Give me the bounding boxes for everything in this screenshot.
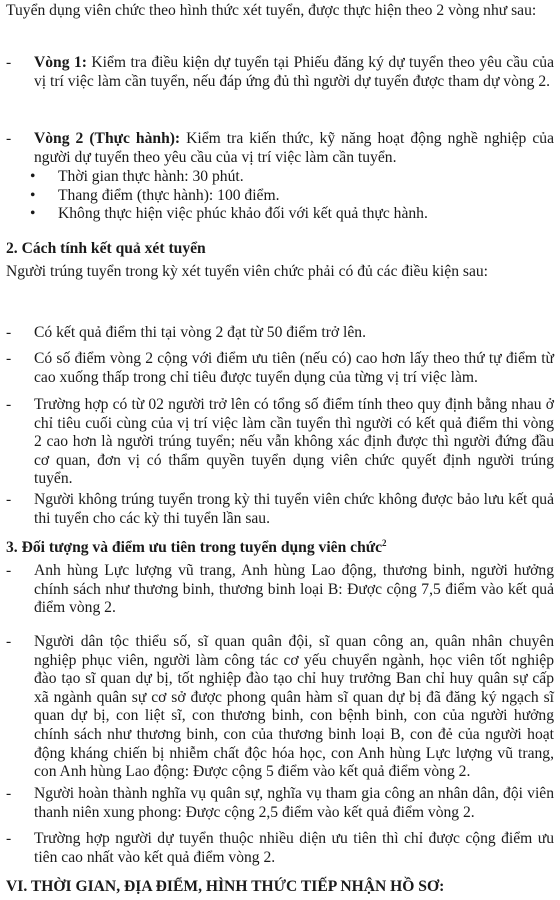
round-1-text — [34, 54, 554, 91]
section-3-heading: 3. Đối tượng và điểm ưu tiên trong tuyển dụng viên chức$^2$ — [6, 537, 387, 556]
list-item: - Người hoàn thành nghĩa vụ quân sự, nghĩa vụ tham gia công an nhân dân, đội viên thanh niên xung phong: Được cộng 2,5 điểm vào kết quả điểm vòng 2. — [6, 785, 554, 821]
dash-marker: - — [6, 350, 12, 367]
bullet-icon: • — [30, 168, 36, 185]
list-item: - Người dân tộc thiểu số, sĩ quan quân đội, sĩ quan công an, quân nhân chuyên nghiệp phục viên, người làm công tác cơ yếu chuyển ngành, học viên tốt nghiệp đào tạo sĩ quan dự bị, tốt nghiệp đào tạo chỉ huy trưởng Ban chỉ huy quân sự cấp xã ngành quân sự cơ sở được phong quân hàm sĩ quan dự bị đã đăng ký ngạch sĩ quan dự bị, con liệt sĩ, con thương binh, con bệnh binh, con của người hưởng chính sách như thương binh, con của thương binh loại B, con đẻ của người hoạt động kháng chiến bị nhiễm chất độc hóa học, con Anh hùng Lực lượng vũ trang, con Anh hùng Lao động: Được cộng 5 điểm vào kết quả điểm vòng 2. — [6, 633, 554, 781]
list-item: - Trường hợp có từ 02 người trở lên có tổng số điểm tính theo quy định bằng nhau ở chỉ tiêu cuối cùng của vị trí việc làm cần tuyển thì người có kết quả điểm thi vòng 2 cao hơn là người trúng tuyển; nếu vẫn không xác định được thì người đứng đầu cơ quan, đơn vị có thẩm quyền tuyển dụng viên chức quyết định người trúng tuyển. — [6, 396, 554, 488]
footnote-marker: 2 — [382, 537, 387, 548]
dash-marker: - — [6, 324, 12, 341]
list-item: - Có số điểm vòng 2 cộng với điểm ưu tiên (nếu có) cao hơn lấy theo thứ tự điểm từ cao xuống thấp trong chỉ tiêu được tuyển dụng của từng vị trí việc làm. — [6, 350, 554, 386]
dash-marker: - — [6, 396, 12, 413]
intro-paragraph: Tuyển dụng viên chức theo hình thức xét tuyển, được thực hiện theo 2 vòng như sau: — [6, 2, 537, 19]
list-item: - Trường hợp người dự tuyển thuộc nhiều diện ưu tiên thì chỉ được cộng điểm ưu tiên cao nhất vào kết quả điểm vòng 2. — [6, 830, 554, 866]
dash-marker: - — [6, 633, 12, 650]
round-2-bullets — [30, 168, 550, 224]
round-2-body: Kiểm tra kiến thức, kỹ năng hoạt động nghề nghiệp của người dự tuyển theo yêu cầu của vị trí việc làm cần tuyển. — [34, 130, 554, 166]
dash-marker: - — [6, 830, 12, 847]
bullet-item: • Không thực hiện việc phúc khảo đối với kết quả thực hành. — [30, 205, 428, 223]
dash-marker: - — [6, 491, 12, 508]
round-1-item — [6, 54, 554, 91]
list-item: - Anh hùng Lực lượng vũ trang, Anh hùng Lao động, thương binh, người hưởng chính sách như thương binh, thương binh loại B: Được cộng 7,5 điểm vào kết quả điểm vòng 2. — [6, 562, 554, 617]
round-2-text — [34, 130, 554, 167]
list-item: - Người không trúng tuyển trong kỳ thi tuyển viên chức không được bảo lưu kết quả thi tuyển cho các kỳ thi tuyển lần sau. — [6, 491, 554, 527]
section-2-intro: Người trúng tuyển trong kỳ xét tuyển viên chức phải có đủ các điều kiện sau: — [6, 263, 489, 280]
list-item: - Có kết quả điểm thi tại vòng 2 đạt từ 50 điểm trở lên. — [6, 324, 366, 341]
bullet-icon: • — [30, 205, 36, 223]
section-6-heading: VI. THỜI GIAN, ĐỊA ĐIỂM, HÌNH THỨC TIẾP NHẬN HỒ SƠ: — [6, 878, 445, 895]
dash-marker: - — [6, 562, 12, 579]
round-1-label: Vòng 1: — [34, 54, 87, 71]
round-2-label: Vòng 2 (Thực hành): — [34, 130, 181, 147]
section-2-heading: 2. Cách tính kết quả xét tuyển — [6, 240, 206, 257]
bullet-item: • Thời gian thực hành: 30 phút. — [30, 168, 244, 185]
dash-marker: - — [6, 785, 12, 802]
bullet-icon: • — [30, 186, 36, 204]
round-2-item — [6, 130, 554, 167]
dash-marker: - — [6, 54, 12, 71]
round-1-body: Kiểm tra điều kiện dự tuyển tại Phiếu đăng ký dự tuyển theo yêu cầu của vị trí việc làm cần tuyển, nếu đáp ứng đủ thì người dự tuyển được tham dự vòng 2. — [34, 54, 554, 90]
bullet-item: • Thang điểm (thực hành): 100 điểm. — [30, 186, 280, 204]
dash-marker: - — [6, 130, 12, 147]
